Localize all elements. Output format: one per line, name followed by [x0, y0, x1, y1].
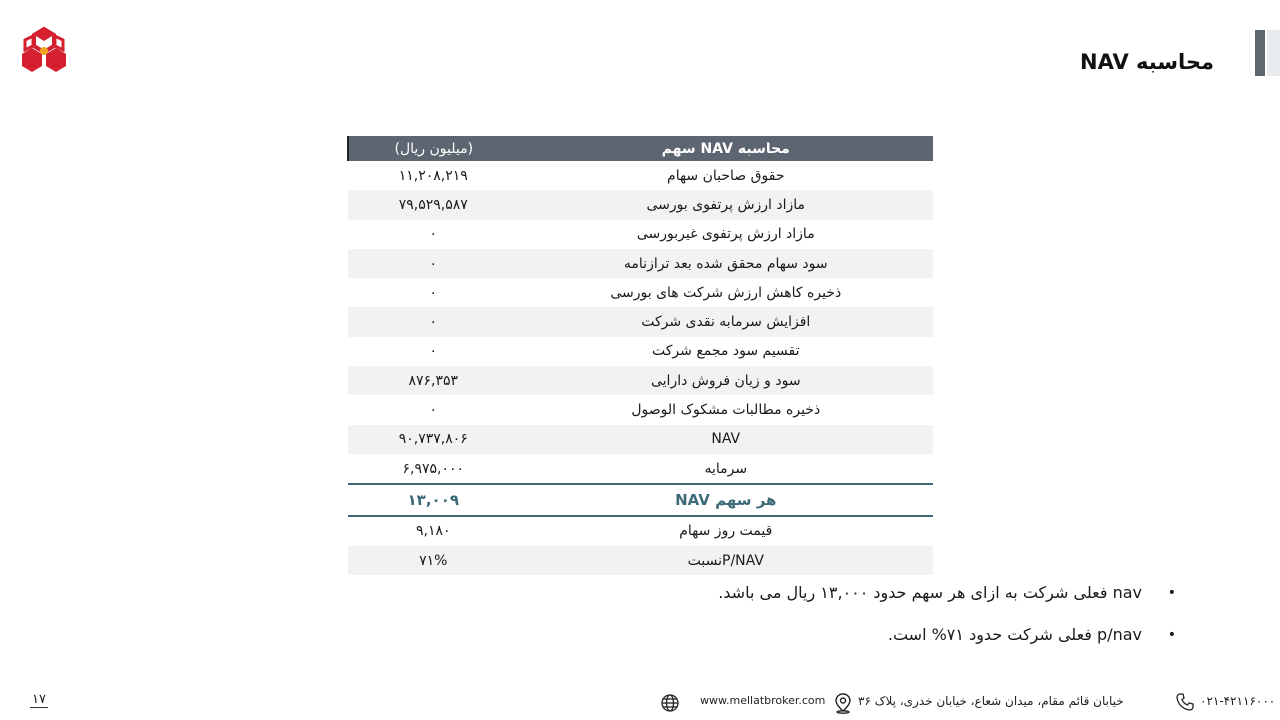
table-row: [348, 190, 933, 219]
row-label: مازاد ارزش پرتفوی بورسی: [519, 190, 933, 219]
note-text: p/nav فعلی شرکت حدود ۷۱% است.: [887, 625, 1142, 644]
row-value: ۶,۹۷۵,۰۰۰: [402, 460, 465, 477]
row-label: سود سهام محقق شده بعد ترازنامه: [519, 249, 933, 278]
row-label: ذخیره مطالبات مشکوک الوصول: [631, 402, 821, 419]
row-label: P/NAVنسبت: [519, 546, 933, 575]
footer-phone: ۰۲۱-۴۲۱۱۶۰۰۰: [1200, 694, 1276, 708]
row-value: ۰: [429, 343, 438, 360]
table-row: [348, 307, 933, 336]
row-value: ۰: [348, 249, 519, 278]
header-label: محاسبه NAV سهم: [519, 136, 933, 161]
table-row: [348, 454, 933, 484]
row-value: ۷۱%: [348, 546, 519, 575]
row-value: ۰: [429, 284, 438, 301]
row-label: مازاد ارزش پرتفوی غیربورسی: [636, 226, 815, 243]
company-logo: [20, 26, 68, 76]
table-row: [348, 395, 933, 424]
table-row: [348, 337, 933, 366]
row-label: سرمایه: [704, 460, 748, 477]
phone-icon: [1175, 692, 1195, 712]
title-accent-bar-light: [1267, 30, 1280, 76]
row-label: هر سهم NAV: [519, 484, 933, 515]
website-link[interactable]: www.mellatbroker.com: [700, 694, 826, 707]
table-row: [348, 278, 933, 307]
table-row-highlight: [348, 484, 933, 515]
row-value: ۹,۱۸۰: [416, 523, 451, 540]
table-row: [348, 220, 933, 249]
title-accent-bar: [1255, 30, 1265, 76]
row-label: حقوق صاحبان سهام: [667, 167, 785, 184]
row-label: ذخیره کاهش ارزش شرکت های بورسی: [610, 284, 842, 301]
row-label: افزایش سرمابه نقدی شرکت: [519, 307, 933, 336]
row-value: ۰: [348, 307, 519, 336]
table-row: [348, 249, 933, 278]
row-value: ۰: [429, 402, 438, 419]
row-value: ۸۷۶,۳۵۳: [348, 366, 519, 395]
note-text: nav فعلی شرکت به ازای هر سهم حدود ۱۳,۰۰۰ ریال می باشد.: [718, 583, 1142, 602]
table-row: [348, 425, 933, 454]
notes-list: [718, 582, 1176, 666]
nav-table: [347, 136, 933, 575]
table-header-row: [348, 136, 933, 161]
table-row: [348, 546, 933, 575]
location-pin-icon: [833, 692, 853, 714]
row-value: ۰: [429, 226, 438, 243]
row-label: NAV: [519, 425, 933, 454]
header-unit: (میلیون ریال): [348, 136, 519, 161]
row-label: تقسیم سود مجمع شرکت: [652, 343, 800, 360]
list-item: [718, 582, 1176, 604]
row-value: ۷۹,۵۲۹,۵۸۷: [348, 190, 519, 219]
page-title: محاسبه NAV: [1080, 50, 1214, 74]
bullet: •: [1167, 627, 1176, 643]
bullet: •: [1167, 585, 1176, 601]
globe-icon: [660, 693, 680, 713]
row-value: ۹۰,۷۳۷,۸۰۶: [348, 425, 519, 454]
table-row: [348, 366, 933, 395]
row-value: ۱۱,۲۰۸,۲۱۹: [398, 167, 468, 184]
footer-address: خیابان قائم مقام، میدان شعاع، خیابان خدری، پلاک ۳۶: [858, 694, 1124, 708]
table-row: [348, 161, 933, 190]
list-item: [718, 624, 1176, 646]
row-value: ۱۳,۰۰۹: [348, 484, 519, 515]
table-row: [348, 516, 933, 546]
row-label: قیمت روز سهام: [679, 523, 773, 540]
page-number: ۱۷: [32, 692, 46, 707]
row-label: سود و زیان فروش دارایی: [519, 366, 933, 395]
